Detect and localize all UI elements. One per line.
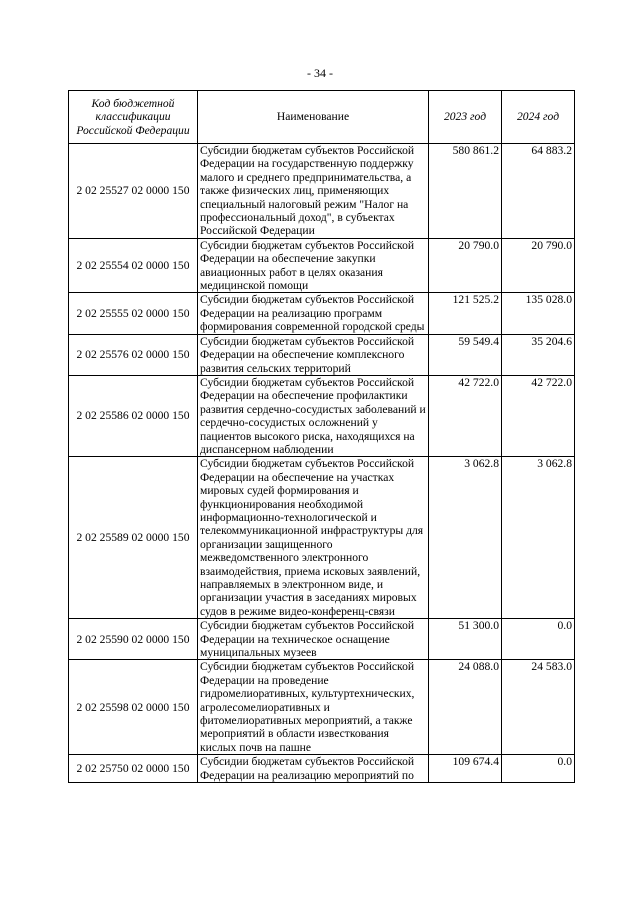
table-row [69, 334, 575, 375]
row-value-2024: 24 583.0 [502, 660, 575, 755]
table-row [69, 375, 575, 456]
table-header-row [69, 91, 575, 144]
row-name: Субсидии бюджетам субъектов Российской Федерации на обеспечение на участках мировых судей формирования и функционирования необходимой информационно-технологической и телекоммуникационной инфраструктуры для организации защищенного межведомственного электронного взаимодействия, приема исковых заявлений, направляемых в электронном виде, и организации участия в заседаниях мировых судов в режиме видео-конференц-связи [198, 457, 429, 619]
row-value-2023: 24 088.0 [429, 660, 502, 755]
row-value-2023: 580 861.2 [429, 144, 502, 239]
table-row [69, 293, 575, 334]
row-value-2023: 3 062.8 [429, 457, 502, 619]
row-code: 2 02 25576 02 0000 150 [69, 334, 198, 375]
row-value-2023: 42 722.0 [429, 375, 502, 456]
row-name: Субсидии бюджетам субъектов Российской Федерации на государственную поддержку малого и среднего предпринимательства, а также физических лиц, применяющих специальный налоговый режим "Налог на профессиональный доход", в субъектах Российской Федерации [198, 144, 429, 239]
row-name: Субсидии бюджетам субъектов Российской Федерации на реализацию мероприятий по [198, 755, 429, 783]
table-row [69, 144, 575, 239]
row-value-2024: 35 204.6 [502, 334, 575, 375]
table-row [69, 457, 575, 619]
row-value-2024: 135 028.0 [502, 293, 575, 334]
row-value-2024: 0.0 [502, 619, 575, 660]
row-code: 2 02 25527 02 0000 150 [69, 144, 198, 239]
row-value-2024: 0.0 [502, 755, 575, 783]
row-value-2024: 42 722.0 [502, 375, 575, 456]
header-code: Код бюджетной классификации Российской Федерации [69, 91, 198, 144]
row-name: Субсидии бюджетам субъектов Российской Федерации на техническое оснащение муниципальных музеев [198, 619, 429, 660]
row-value-2023: 121 525.2 [429, 293, 502, 334]
row-code: 2 02 25589 02 0000 150 [69, 457, 198, 619]
header-2024: 2024 год [502, 91, 575, 144]
row-code: 2 02 25554 02 0000 150 [69, 238, 198, 293]
row-value-2023: 109 674.4 [429, 755, 502, 783]
page-number: - 34 - [307, 66, 333, 80]
row-value-2023: 59 549.4 [429, 334, 502, 375]
row-value-2024: 3 062.8 [502, 457, 575, 619]
table-row [69, 660, 575, 755]
row-value-2024: 64 883.2 [502, 144, 575, 239]
row-name: Субсидии бюджетам субъектов Российской Федерации на обеспечение закупки авиационных работ в целях оказания медицинской помощи [198, 238, 429, 293]
row-name: Субсидии бюджетам субъектов Российской Федерации на проведение гидромелиоративных, культуртехнических, агролесомелиоративных и фитомелиоративных мероприятий, а также мероприятий в области известкования кислых почв на пашне [198, 660, 429, 755]
row-name: Субсидии бюджетам субъектов Российской Федерации на реализацию программ формирования современной городской среды [198, 293, 429, 334]
table-row [69, 238, 575, 293]
row-code: 2 02 25555 02 0000 150 [69, 293, 198, 334]
row-code: 2 02 25586 02 0000 150 [69, 375, 198, 456]
budget-table [68, 90, 575, 783]
row-value-2024: 20 790.0 [502, 238, 575, 293]
header-2023: 2023 год [429, 91, 502, 144]
row-name: Субсидии бюджетам субъектов Российской Федерации на обеспечение комплексного развития сельских территорий [198, 334, 429, 375]
header-name: Наименование [198, 91, 429, 144]
row-code: 2 02 25590 02 0000 150 [69, 619, 198, 660]
table-row [69, 619, 575, 660]
row-code: 2 02 25750 02 0000 150 [69, 755, 198, 783]
row-value-2023: 51 300.0 [429, 619, 502, 660]
row-code: 2 02 25598 02 0000 150 [69, 660, 198, 755]
table-row [69, 755, 575, 783]
row-value-2023: 20 790.0 [429, 238, 502, 293]
row-name: Субсидии бюджетам субъектов Российской Федерации на обеспечение профилактики развития сердечно-сосудистых заболеваний и сердечно-сосудистых осложнений у пациентов высокого риска, находящихся на диспансерном наблюдении [198, 375, 429, 456]
